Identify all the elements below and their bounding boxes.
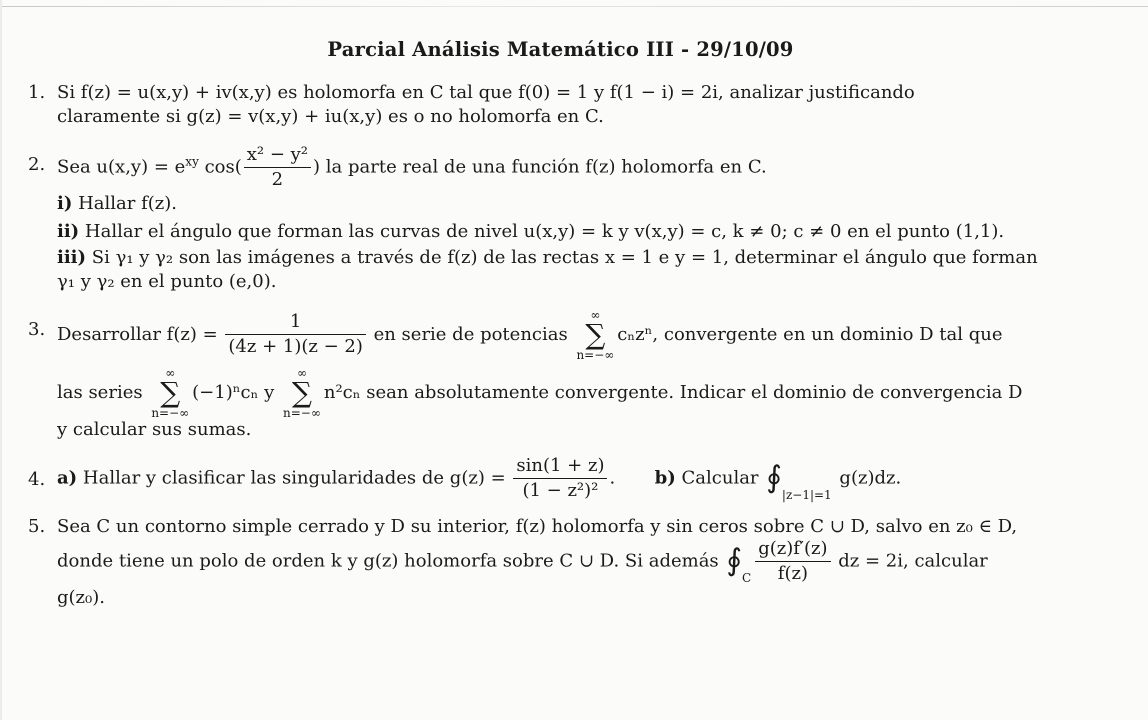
intro-cos: cos( — [198, 156, 242, 177]
sum-term: n²cₙ — [323, 381, 361, 403]
fraction — [244, 143, 311, 190]
sum-lower-limit: n=−∞ — [151, 405, 190, 420]
problem-2-item-ii — [57, 220, 1078, 242]
problem-2-item-iii — [57, 246, 1078, 268]
fraction-denominator: (4z + 1)(z − 2) — [228, 336, 363, 357]
problem-4-line — [57, 454, 1078, 502]
text: donde tiene un polo de orden k y g(z) holomorfa sobre C ∪ D. Si además — [57, 550, 725, 571]
scan-edge — [0, 6, 1148, 7]
problem-3 — [28, 309, 1078, 439]
intro-after: ) la parte real de una función f(z) holomorfa en C. — [313, 156, 767, 177]
text: , convergente en un dominio D tal que — [652, 323, 1003, 345]
problem-1-line-1: Si f(z) = u(x,y) + iv(x,y) es holomorfa en C tal que f(0) = 1 y f(1 − i) = 2i, analizar justificando — [57, 81, 915, 103]
problem-number: 3. — [28, 318, 46, 340]
contour-integral-icon: ∮ — [726, 543, 743, 578]
fraction-denominator: 2 — [271, 168, 284, 190]
exam-title: Parcial Análisis Matemático III - 29/10/09 — [327, 38, 794, 61]
scan-left-edge — [0, 0, 2, 720]
sigma-icon: ∑ — [291, 375, 312, 409]
text: las series — [57, 381, 149, 403]
fraction-numerator: x² − y² — [244, 146, 311, 168]
sum-lower-limit: n=−∞ — [576, 347, 615, 362]
contour-integral-icon: ∮ — [766, 460, 782, 495]
sum-term: cₙzⁿ — [617, 323, 653, 345]
sum-lower-limit: n=−∞ — [283, 405, 321, 420]
problem-1 — [28, 81, 1078, 127]
sum-term: (−1)ⁿcₙ — [192, 381, 259, 403]
summation — [283, 367, 321, 419]
fraction — [225, 313, 365, 356]
text: . — [609, 467, 616, 488]
problem-2 — [28, 143, 1078, 292]
text: Calcular — [675, 467, 765, 488]
exam-page — [28, 40, 1078, 625]
part-a-label: a) — [57, 467, 78, 488]
problem-number: 2. — [28, 153, 46, 175]
intro-text: Sea u(x,y) = e — [57, 156, 186, 177]
item-text: Si γ₁ y γ₂ son las imágenes a través de f(z) de las rectas x = 1 e y = 1, determinar el ángulo que forman — [86, 246, 1038, 268]
problem-3-line-2 — [57, 367, 1078, 419]
problem-5-line-2 — [57, 537, 1078, 585]
summation — [576, 309, 614, 361]
problem-2-item-iii-cont: γ₁ y γ₂ en el punto (e,0). — [57, 270, 277, 292]
problem-4 — [28, 454, 1078, 502]
integral-subscript: C — [742, 571, 752, 585]
text: en serie de potencias — [367, 323, 574, 345]
problem-5-line-1: Sea C un contorno simple cerrado y D su interior, f(z) holomorfa y sin ceros sobre C ∪ D, salvo en z₀ ∈ D, — [57, 515, 1018, 537]
problem-number: 1. — [28, 81, 46, 103]
item-text: Hallar f(z). — [72, 192, 177, 214]
problem-3-line-3: y calcular sus sumas. — [57, 418, 252, 440]
fraction — [513, 454, 607, 501]
sum-upper-limit: ∞ — [296, 365, 307, 380]
problem-number: 5. — [28, 515, 46, 537]
fraction-denominator: f(z) — [777, 562, 808, 584]
text: sean absolutamente convergente. Indicar el dominio de convergencia D — [360, 381, 1023, 403]
integrand: g(z)dz. — [833, 467, 902, 488]
problem-3-line-1 — [57, 309, 1078, 361]
item-label: i) — [57, 192, 73, 214]
sum-upper-limit: ∞ — [590, 307, 601, 322]
item-text: Hallar el ángulo que forman las curvas de nivel u(x,y) = k y v(x,y) = c, k ≠ 0; c ≠ 0 en el punto (1,1). — [79, 220, 1005, 242]
text: y — [258, 381, 281, 403]
problem-number: 4. — [28, 468, 46, 490]
item-label: iii) — [57, 246, 87, 268]
text: Hallar y clasificar las singularidades de g(z) = — [77, 467, 512, 488]
exponent: xy — [185, 154, 199, 168]
problem-2-item-i — [57, 192, 1078, 214]
contour-integral — [766, 460, 832, 502]
text: dz = 2i, calcular — [832, 550, 988, 571]
fraction-numerator: g(z)f′(z) — [755, 540, 830, 562]
integral-subscript: |z−1|=1 — [781, 488, 832, 502]
problem-2-intro — [57, 143, 1078, 190]
summation — [151, 367, 189, 419]
part-b-label: b) — [654, 467, 676, 488]
text: Desarrollar f(z) = — [57, 323, 224, 345]
item-label: ii) — [57, 220, 80, 242]
problem-1-line-2: claramente si g(z) = v(x,y) + iu(x,y) es o no holomorfa en C. — [57, 105, 604, 127]
problem-5-line-3: g(z₀). — [57, 586, 105, 608]
contour-integral — [726, 543, 752, 585]
sigma-icon: ∑ — [160, 375, 181, 409]
fraction — [755, 537, 830, 584]
sigma-icon: ∑ — [585, 317, 606, 351]
fraction-numerator: sin(1 + z) — [513, 457, 607, 479]
problem-5 — [28, 515, 1078, 608]
fraction-denominator: (1 − z²)² — [522, 479, 599, 501]
fraction-numerator: 1 — [225, 313, 365, 335]
sum-upper-limit: ∞ — [165, 365, 176, 380]
